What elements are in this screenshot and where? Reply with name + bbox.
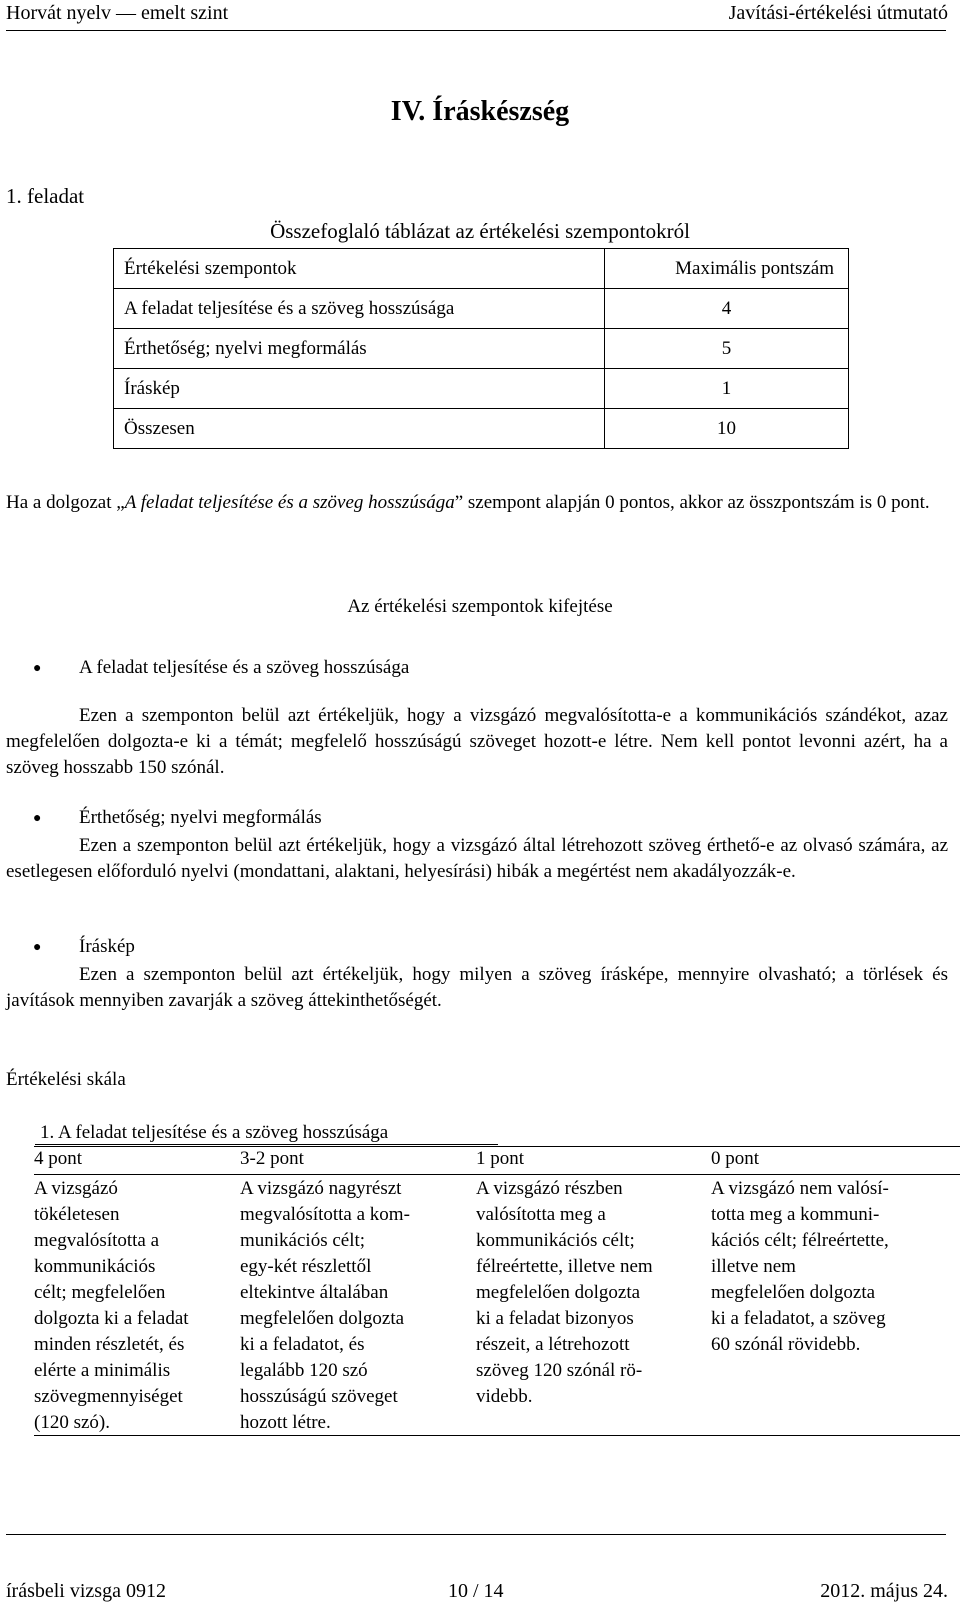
section-text: Ezen a szemponton belül azt értékeljük, hogy milyen a szöveg írásképe, mennyire olvasható; a törlések és javítások mennyiben zavarják a szöveg áttekinthetőségét. bbox=[6, 964, 948, 1011]
scale-cell-line: célt; megfelelően bbox=[34, 1282, 166, 1303]
table-cell-criterion: Íráskép bbox=[114, 369, 605, 409]
task-label: 1. feladat bbox=[6, 184, 85, 208]
table-row bbox=[114, 409, 849, 449]
section-heading: A feladat teljesítése és a szöveg hosszúsága bbox=[79, 657, 410, 678]
table-cell-criterion: Érthetőség; nyelvi megformálás bbox=[114, 329, 605, 369]
scale-column-head: 1 pont bbox=[476, 1148, 525, 1169]
scale-column-head: 3-2 pont bbox=[240, 1148, 304, 1169]
scale-cell-line: legalább 120 szó bbox=[240, 1360, 368, 1381]
scale-cell-line: hosszúságú szöveget bbox=[240, 1386, 398, 1407]
scale-cell-line: tökéletesen bbox=[34, 1204, 120, 1225]
scale-cell-line: A vizsgázó bbox=[34, 1178, 118, 1199]
scale-cell-line: megvalósította a bbox=[34, 1230, 160, 1251]
scale-cell-line: kációs célt; félreértette, bbox=[711, 1230, 889, 1251]
scale-cell-line: valósította meg a bbox=[476, 1204, 606, 1225]
section-heading: Érthetőség; nyelvi megformálás bbox=[79, 807, 322, 828]
table-row bbox=[114, 289, 849, 329]
section-heading: Íráskép bbox=[79, 936, 135, 957]
scale-cell-line: A vizsgázó részben bbox=[476, 1178, 623, 1199]
table-cell-points: 5 bbox=[605, 329, 849, 369]
section-text: Ezen a szemponton belül azt értékeljük, hogy a vizsgázó megvalósította-e a kommunikációs szándékot, azaz megfelelően dolgozta-e ki a témát; megfelelő hosszúságú szöveget hozott-e létre. Nem kell pontot levonni azért, ha a szöveg hosszabb 150 szónál. bbox=[6, 705, 948, 778]
table-cell-criterion: Összesen bbox=[114, 409, 605, 449]
scale-cell-line: munikációs célt; bbox=[240, 1230, 366, 1251]
criteria-summary-table bbox=[113, 248, 849, 449]
scale-column-text bbox=[476, 1176, 653, 1410]
scale-column-head: 0 pont bbox=[711, 1148, 760, 1169]
scale-cell-line: ki a feladat bizonyos bbox=[476, 1308, 634, 1329]
footer-exam-code: írásbeli vizsga 0912 bbox=[6, 1580, 166, 1602]
table-header-row bbox=[114, 249, 849, 289]
scale-cell-line: megfelelően dolgozta bbox=[240, 1308, 405, 1329]
scale-table-top-border bbox=[34, 1146, 960, 1147]
note-italic-criterion: A feladat teljesítése és a szöveg hosszúsága bbox=[124, 492, 455, 513]
scale-cell-line: dolgozta ki a feladat bbox=[34, 1308, 189, 1329]
scale-cell-line: megfelelően dolgozta bbox=[711, 1282, 876, 1303]
scale-cell-line: ki a feladatot, és bbox=[240, 1334, 365, 1355]
scale-cell-line: részeit, a létrehozott bbox=[476, 1334, 630, 1355]
scale-cell-line: minden részletét, és bbox=[34, 1334, 185, 1355]
section-text: Ezen a szemponton belül azt értékeljük, hogy a vizsgázó által létrehozott szöveg érthető-e az olvasó számára, az esetlegesen előforduló nyelvi (mondattani, alaktani, helyesírási) hibák a megértést nem akadályozzák-e. bbox=[6, 835, 948, 882]
scale-cell-line: ki a feladatot, a szöveg bbox=[711, 1308, 886, 1329]
table-header-criteria: Értékelési szempontok bbox=[114, 249, 605, 289]
table-row bbox=[114, 329, 849, 369]
table-cell-points: 10 bbox=[605, 409, 849, 449]
header-subject: Horvát nyelv — emelt szint bbox=[6, 2, 229, 24]
table-cell-points: 1 bbox=[605, 369, 849, 409]
header-divider bbox=[6, 30, 946, 31]
zero-point-note bbox=[6, 490, 948, 516]
summary-table-title: Összefoglaló táblázat az értékelési szempontokról bbox=[270, 219, 690, 243]
note-text-before: Ha a dolgozat „ bbox=[6, 492, 125, 513]
scale-cell-line: megvalósította a kom- bbox=[240, 1204, 410, 1225]
scale-column-text bbox=[711, 1176, 889, 1358]
bullet-icon: ● bbox=[33, 811, 42, 826]
scale-cell-line: szövegmennyiséget bbox=[34, 1386, 183, 1407]
scale-cell-line: illetve nem bbox=[711, 1256, 796, 1277]
scale-cell-line: megfelelően dolgozta bbox=[476, 1282, 641, 1303]
bullet-icon: ● bbox=[33, 940, 42, 955]
note-text-after: ” szempont alapján 0 pontos, akkor az összpontszám is 0 pont. bbox=[454, 492, 930, 513]
table-cell-points: 4 bbox=[605, 289, 849, 329]
scale-cell-line: A vizsgázó nem valósí- bbox=[711, 1178, 889, 1199]
scale-cell-line: videbb. bbox=[476, 1386, 533, 1407]
table-header-max-points: Maximális pontszám bbox=[605, 249, 849, 289]
scale-cell-line: (120 szó). bbox=[34, 1412, 110, 1433]
footer-date: 2012. május 24. bbox=[820, 1580, 948, 1602]
scale-title: Értékelési skála bbox=[6, 1069, 126, 1090]
table-row bbox=[114, 369, 849, 409]
scale-column-head: 4 pont bbox=[34, 1148, 83, 1169]
header-doc-type: Javítási-értékelési útmutató bbox=[728, 2, 948, 24]
scale-cell-line: egy-két részlettől bbox=[240, 1256, 372, 1277]
scale-cell-line: A vizsgázó nagyrészt bbox=[240, 1178, 402, 1199]
scale-cell-line: szöveg 120 szónál rö- bbox=[476, 1360, 643, 1381]
scale-subtitle: 1. A feladat teljesítése és a szöveg hosszúsága bbox=[40, 1122, 389, 1143]
scale-cell-line: eltekintve általában bbox=[240, 1282, 389, 1303]
scale-subtitle-underline bbox=[35, 1144, 498, 1145]
page-title: IV. Íráskészség bbox=[390, 96, 570, 127]
scale-cell-line: totta meg a kommuni- bbox=[711, 1204, 880, 1225]
footer-divider bbox=[6, 1534, 946, 1535]
scale-cell-line: elérte a minimális bbox=[34, 1360, 171, 1381]
scale-cell-line: kommunikációs célt; bbox=[476, 1230, 635, 1251]
scale-cell-line: félreértette, illetve nem bbox=[476, 1256, 653, 1277]
scale-cell-line: kommunikációs bbox=[34, 1256, 156, 1277]
criteria-explanation-title: Az értékelési szempontok kifejtése bbox=[347, 596, 613, 617]
bullet-icon: ● bbox=[33, 661, 42, 676]
scale-column-text bbox=[240, 1176, 410, 1436]
scale-cell-line: 60 szónál rövidebb. bbox=[711, 1334, 861, 1355]
footer-page-number: 10 / 14 bbox=[448, 1580, 504, 1602]
table-cell-criterion: A feladat teljesítése és a szöveg hosszúsága bbox=[114, 289, 605, 329]
scale-cell-line: hozott létre. bbox=[240, 1412, 331, 1433]
scale-column-text bbox=[34, 1176, 189, 1436]
scale-table-header-border bbox=[34, 1174, 960, 1175]
